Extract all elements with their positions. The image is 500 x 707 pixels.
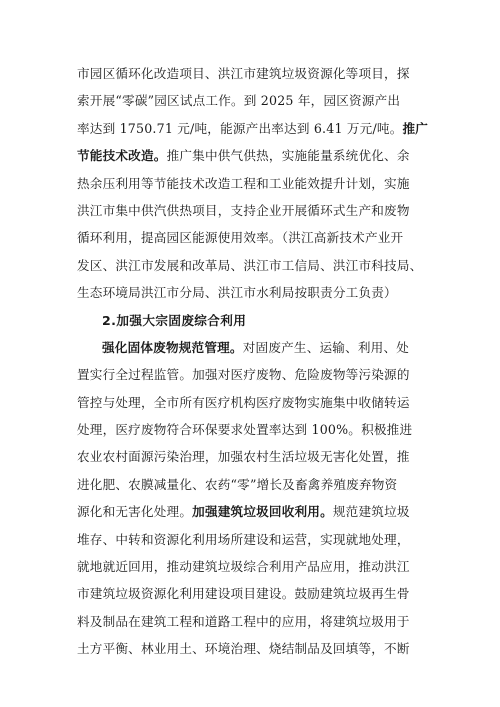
text-run: 进化肥、农膜减量化、农药“零”增长及畜禽养殖废弃物资 xyxy=(77,476,398,492)
text-run: 率达到 1750.71 元/吨，能源产出率达到 6.41 万元/吨。 xyxy=(77,120,403,136)
text-run: 对固废产生、运输、利用、处 xyxy=(242,339,410,355)
text-run: 管控与处理，全市所有医疗机构医疗废物实施集中收储转运 xyxy=(77,394,410,410)
text-run: 堆存、中转和资源化利用场所建设和运营，实现就地处理， xyxy=(77,531,410,547)
paragraph-line xyxy=(77,498,432,525)
paragraph-line xyxy=(77,471,432,498)
paragraph-line xyxy=(77,252,432,279)
text-run: 置实行全过程监管。加强对医疗废物、危险废物等污染源的 xyxy=(77,367,410,383)
paragraph-line xyxy=(77,115,432,142)
text-run: 处理，医疗废物符合环保要求处置率达到 100%。积极推进 xyxy=(77,422,413,438)
text-run: 规范建筑垃圾 xyxy=(332,504,410,520)
document-body xyxy=(77,60,432,663)
bold-text-run: 加强建筑垃圾回收利用。 xyxy=(192,504,333,520)
paragraph-line xyxy=(77,635,432,662)
text-run: 源化和无害化处理。 xyxy=(77,504,193,520)
paragraph-line xyxy=(77,60,432,87)
paragraph-line xyxy=(77,224,432,251)
paragraph-line xyxy=(77,334,432,361)
text-run: 土方平衡、林业用土、环境治理、烧结制品及回填等，不断 xyxy=(77,641,410,657)
text-run: 索开展“零碳”园区试点工作。到 2025 年，园区资源产出 xyxy=(77,93,401,109)
paragraph-line xyxy=(77,443,432,470)
text-run: 市建筑垃圾资源化利用建设项目建设。鼓励建筑垃圾再生骨 xyxy=(77,586,410,602)
text-run: 洪江市集中供汽供热项目，支持企业开展循环式生产和废物 xyxy=(77,202,410,218)
paragraph-line xyxy=(77,580,432,607)
text-run: 就地就近回用，推动建筑垃圾综合利用产品应用，推动洪江 xyxy=(77,559,410,575)
text-run: 循环利用，提高园区能源使用效率。（洪江高新技术产业开 xyxy=(77,230,404,246)
bold-text-run: 强化固体废物规范管理。 xyxy=(102,339,243,355)
paragraph-line xyxy=(77,279,432,306)
text-run: 生态环境局洪江市分局、洪江市水利局按职责分工负责） xyxy=(77,285,397,301)
paragraph-line xyxy=(77,142,432,169)
text-run: 农业农村面源污染治理，加强农村生活垃圾无害化处置，推 xyxy=(77,449,410,465)
text-run: 市园区循环化改造项目、洪江市建筑垃圾资源化等项目，探 xyxy=(77,66,410,81)
paragraph-line xyxy=(77,87,432,114)
text-run: 热余压利用等节能技术改造工程和工业能效提升计划，实施 xyxy=(77,175,410,191)
paragraph-line xyxy=(77,170,432,197)
text-run: 发区、洪江市发展和改革局、洪江市工信局、洪江市科技局、 xyxy=(77,257,423,273)
bold-text-run: 2.加强大宗固废综合利用 xyxy=(102,312,247,328)
bold-text-run: 推广 xyxy=(402,120,429,136)
paragraph-line xyxy=(77,416,432,443)
paragraph-line xyxy=(77,389,432,416)
paragraph-line xyxy=(77,197,432,224)
text-run: 料及制品在建筑工程和道路工程中的应用，将建筑垃圾用于 xyxy=(77,613,410,629)
paragraph-line xyxy=(77,361,432,388)
section-heading xyxy=(77,307,432,334)
bold-text-run: 节能技术改造。 xyxy=(77,148,167,164)
text-run: 推广集中供气供热，实施能量系统优化、余 xyxy=(166,148,410,164)
paragraph-line xyxy=(77,553,432,580)
paragraph-line xyxy=(77,526,432,553)
paragraph-line xyxy=(77,608,432,635)
